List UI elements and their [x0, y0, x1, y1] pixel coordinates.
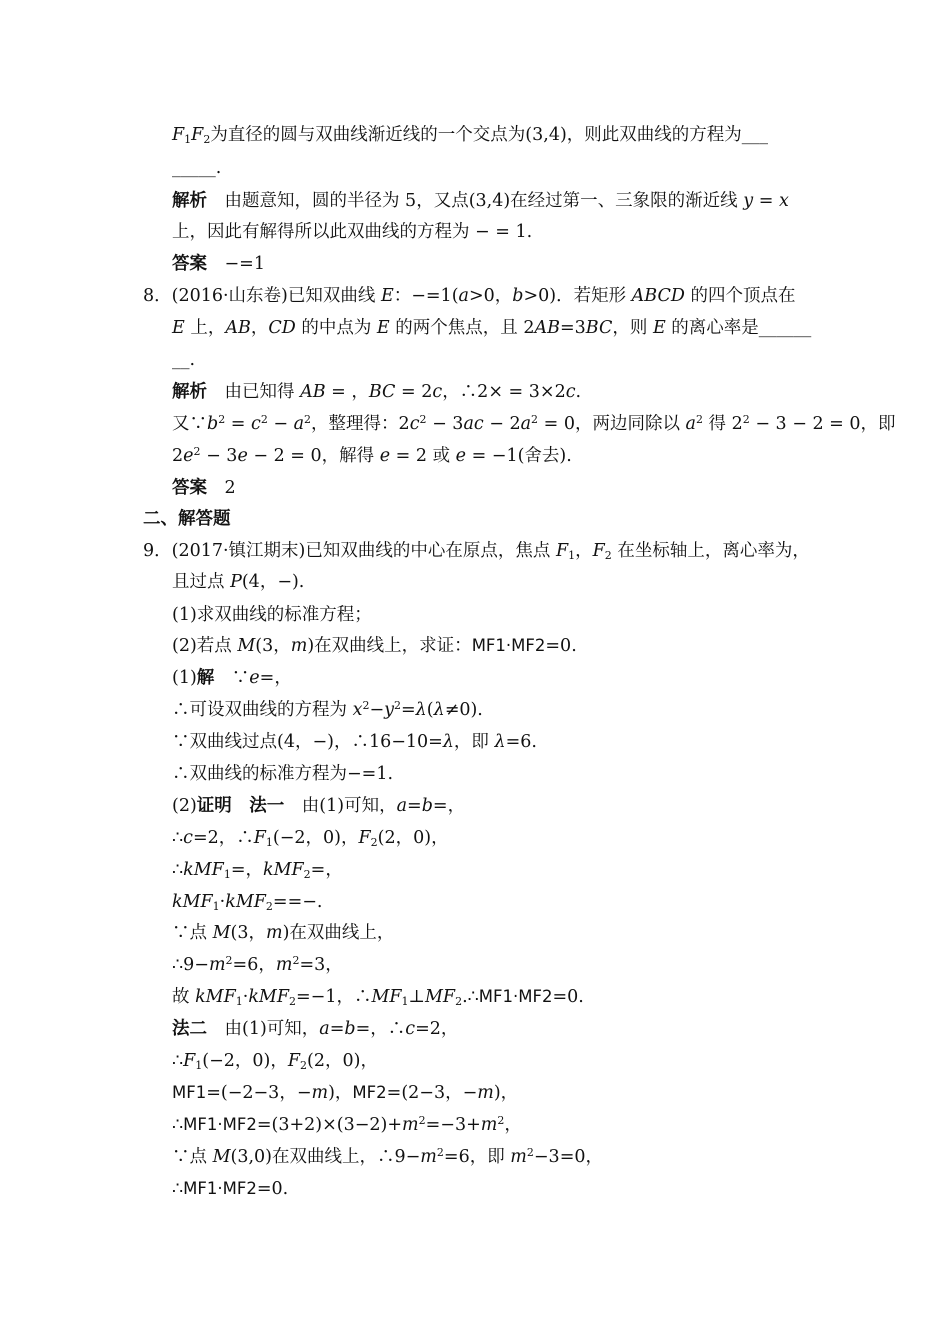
question-8: 8．(2016·山东卷)已知双曲线 E：−=1(a>0，b>0)．若矩形 ABCD 的四个顶点在	[143, 286, 796, 306]
text-line: ∵点 M(3，m)在双曲线上，	[172, 923, 395, 943]
text-line: 又$\because b^2 = c^2 - a^2$，整理得：$2c^2 - 3ac - 2a^2 = 0$，两边同除以 $a^2$ 得 $2^2 - 3 - 2 = 0$，即	[172, 413, 896, 434]
text-line: 答案 2	[172, 478, 236, 498]
text-line: ∴c=2，$\therefore F_1(-2$，0)，$F_2(2$，0)，	[172, 828, 449, 849]
text-line: 故 kMF$_1$·kMF$_2$=−1，$\therefore MF_1\perp MF_2.\therefore MF1\cdot MF2=0$.	[172, 987, 584, 1008]
text-line: (1)解 ∵e=，	[172, 668, 292, 688]
text-line: E 上，AB，CD 的中点为 E 的两个焦点，且 2AB=3BC，则 E 的离心率是______	[172, 318, 812, 338]
text-line: (2)若点 M(3，m)在双曲线上，求证：MF1·MF2=0.	[172, 636, 577, 656]
text-line: _____.	[172, 158, 222, 178]
text-line: 解析 由题意知，圆的半径为 5，又点(3,4)在经过第一、三象限的渐近线 y = x	[172, 191, 789, 211]
text-line: $\therefore MF1\cdot MF2=(3+2)\times(3-2)+m^2=-3+m^2$，	[172, 1114, 522, 1135]
text-line: (1)求双曲线的标准方程；	[172, 605, 372, 625]
text-line: $F_1F_2$为直径的圆与双曲线渐近线的一个交点为(3,4)，则此双曲线的方程为___	[172, 125, 769, 146]
text-line: 解析 由已知得 AB = ，BC = 2c，∴2× = 3×2c.	[172, 382, 582, 402]
text-line: ∵点 M(3,0)在双曲线上，$\therefore 9-m^2=6$，即 $m^2-3=0$，	[172, 1146, 603, 1167]
text-line: ∴可设双曲线的方程为 $x^2-y^2=\lambda(\lambda\ne 0)$.	[172, 699, 483, 720]
text-line: $\therefore 9-m^2=6$，$m^2=3$，	[172, 954, 343, 975]
text-line: __.	[172, 350, 196, 370]
text-line: 上，因此有解得所以此双曲线的方程为 − = 1.	[172, 222, 533, 242]
text-line: (2)证明 法一 由(1)可知，a=b=，	[172, 796, 466, 816]
text-line: $\therefore F_1(-2$，0)，$F_2(2$，0)，	[172, 1051, 378, 1072]
text-line: 法二 由(1)可知，a=b=，∴c=2，	[172, 1019, 459, 1039]
question-9: 9．(2017·镇江期末)已知双曲线的中心在原点，焦点 $F_1$，$F_2$ 在坐标轴上，离心率为，	[143, 541, 810, 562]
text-line: $2e^2 - 3e - 2 = 0$，解得 e = 2 或 e = −1(舍去).	[172, 445, 572, 466]
text-line: ∴MF1·MF2=0.	[172, 1179, 289, 1199]
text-line: 且过点 P(4，−).	[172, 572, 305, 592]
text-line: 答案 −=1	[172, 254, 265, 274]
text-line: ∴双曲线的标准方程为−=1.	[172, 764, 394, 784]
text-line: MF1=(−2−3，−m)，MF2=(2−3，−m)，	[172, 1083, 519, 1103]
text-line: kMF$_1$·kMF$_2$==−.	[172, 892, 323, 913]
text-line: ∴kMF$_1$=，kMF$_2$=，	[172, 860, 343, 881]
section-heading: 二、解答题	[143, 509, 231, 529]
text-line: ∵双曲线过点(4，−)，∴16−10=λ，即 λ=6.	[172, 732, 537, 752]
